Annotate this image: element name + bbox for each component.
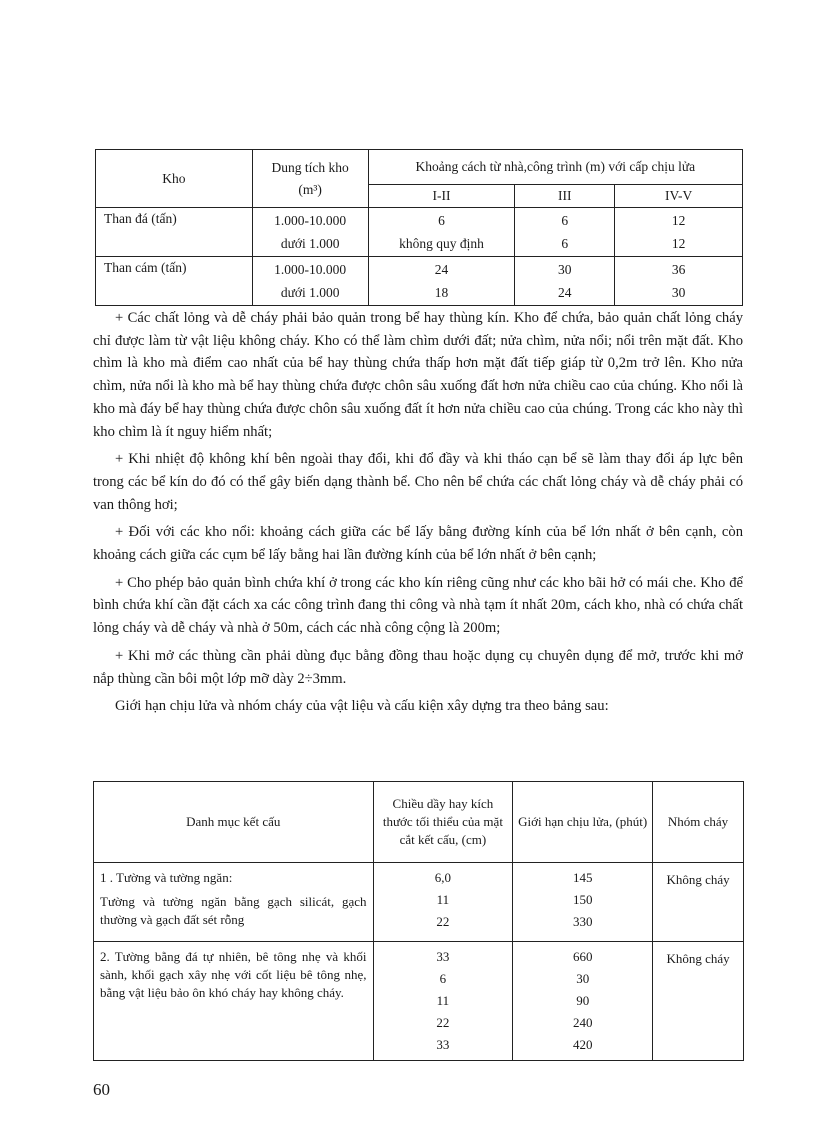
table-row [96, 257, 743, 306]
group-cell: Không cháy [653, 942, 744, 1061]
header-item: Danh mục kết cấu [94, 782, 374, 863]
capacity-cell: 1.000-10.000 dưới 1.000 [252, 208, 368, 257]
row-name: Than cám (tấn) [96, 257, 253, 306]
limit-cell: 145 150 330 [513, 863, 653, 942]
level-2-cell: 6 6 [515, 208, 615, 257]
item-description: 1 . Tường và tường ngăn: Tường và tường ngăn bằng gạch silicát, gạch thường và gạch đất sét rỗng [94, 863, 374, 942]
paragraph: + Khi nhiệt độ không khí bên ngoài thay đổi, khi đổ đầy và khi tháo cạn bể sẽ làm thay đổi áp lực bên trong các bể kín do đó có thể gây biến dạng thành bể. Cho nên bể chứa các chất lỏng cháy và dễ cháy phải có van thông hơi; [93, 451, 743, 513]
header-kho: Kho [96, 150, 253, 208]
level-2-cell: 30 24 [515, 257, 615, 306]
level-3-cell: 12 12 [615, 208, 743, 257]
thickness-cell: 33 6 11 22 33 [373, 942, 513, 1061]
header-level-1: I-II [368, 185, 515, 208]
table-row [94, 942, 744, 1061]
level-3-cell: 36 30 [615, 257, 743, 306]
body-text [93, 307, 743, 723]
storage-distance-table [95, 149, 743, 306]
header-limit: Giới hạn chịu lửa, (phút) [513, 782, 653, 863]
row-name: Than đá (tấn) [96, 208, 253, 257]
level-1-cell: 24 18 [368, 257, 515, 306]
limit-cell: 660 30 90 240 420 [513, 942, 653, 1061]
fire-resistance-table [93, 781, 744, 1061]
paragraph: + Khi mở các thùng cần phải dùng đục bằng đồng thau hoặc dụng cụ chuyên dụng để mở, trước khi mở nắp thùng cần bôi một lớp mỡ dày 2÷3mm. [93, 647, 743, 687]
header-distance: Khoảng cách từ nhà,công trình (m) với cấp chịu lửa [368, 150, 742, 185]
table-row [96, 208, 743, 257]
page-number: 60 [93, 1080, 110, 1099]
paragraph: + Các chất lỏng và dễ cháy phải bảo quản trong bể hay thùng kín. Kho để chứa, bảo quản chất lỏng cháy chỉ được làm từ vật liệu không cháy. Kho có thể làm chìm dưới đất; nửa chìm, nửa nổi; nổi trên mặt đất. Kho chìm là kho mà điểm cao nhất của bể hay thùng chứa thấp hơn mặt đất tiếp giáp từ 0,2m trở lên. Kho nửa chìm, nửa nổi là kho mà bể hay thùng chứa được chôn sâu xuống đất hơn nửa chiều cao của chúng. Kho nổi là kho mà đáy bể hay thùng chứa được chôn sâu xuống đất ít hơn nửa chiều cao của chúng. Trong các kho này thì kho chìm là ít nguy hiểm nhất; [93, 310, 743, 440]
paragraph: + Đối với các kho nổi: khoảng cách giữa các bể lấy bằng đường kính của bể lớn nhất ở bên cạnh, còn khoảng cách giữa các cụm bể lấy bằng hai lần đường kính của bể lớn nhất ở bên cạnh; [93, 524, 743, 564]
paragraph: + Cho phép bảo quản bình chứa khí ở trong các kho kín riêng cũng như các kho bãi hở có mái che. Kho để bình chứa khí cần đặt cách xa các công trình đang thi công và nhà tạm ít nhất 20m, cách kho, nhà có chứa chất lỏng cháy và dễ cháy và nhà ở 50m, cách các nhà công cộng là 200m; [93, 574, 743, 637]
header-capacity: Dung tích kho (m³) [252, 150, 368, 208]
header-level-2: III [515, 185, 615, 208]
table-row [94, 863, 744, 942]
item-description: 2. Tường bằng đá tự nhiên, bê tông nhẹ và khối sành, khối gạch xây nhẹ với cốt liệu bê tông nhẹ, bằng vật liệu bảo ôn khó cháy hay không cháy. [94, 942, 374, 1061]
group-cell: Không cháy [653, 863, 744, 942]
header-level-3: IV-V [615, 185, 743, 208]
level-1-cell: 6 không quy định [368, 208, 515, 257]
header-thickness: Chiều dầy hay kích thước tối thiểu của mặt cắt kết cấu, (cm) [373, 782, 513, 863]
thickness-cell: 6,0 11 22 [373, 863, 513, 942]
capacity-cell: 1.000-10.000 dưới 1.000 [252, 257, 368, 306]
paragraph: Giới hạn chịu lửa và nhóm cháy của vật liệu và cấu kiện xây dựng tra theo bảng sau: [115, 698, 609, 715]
header-group: Nhóm cháy [653, 782, 744, 863]
